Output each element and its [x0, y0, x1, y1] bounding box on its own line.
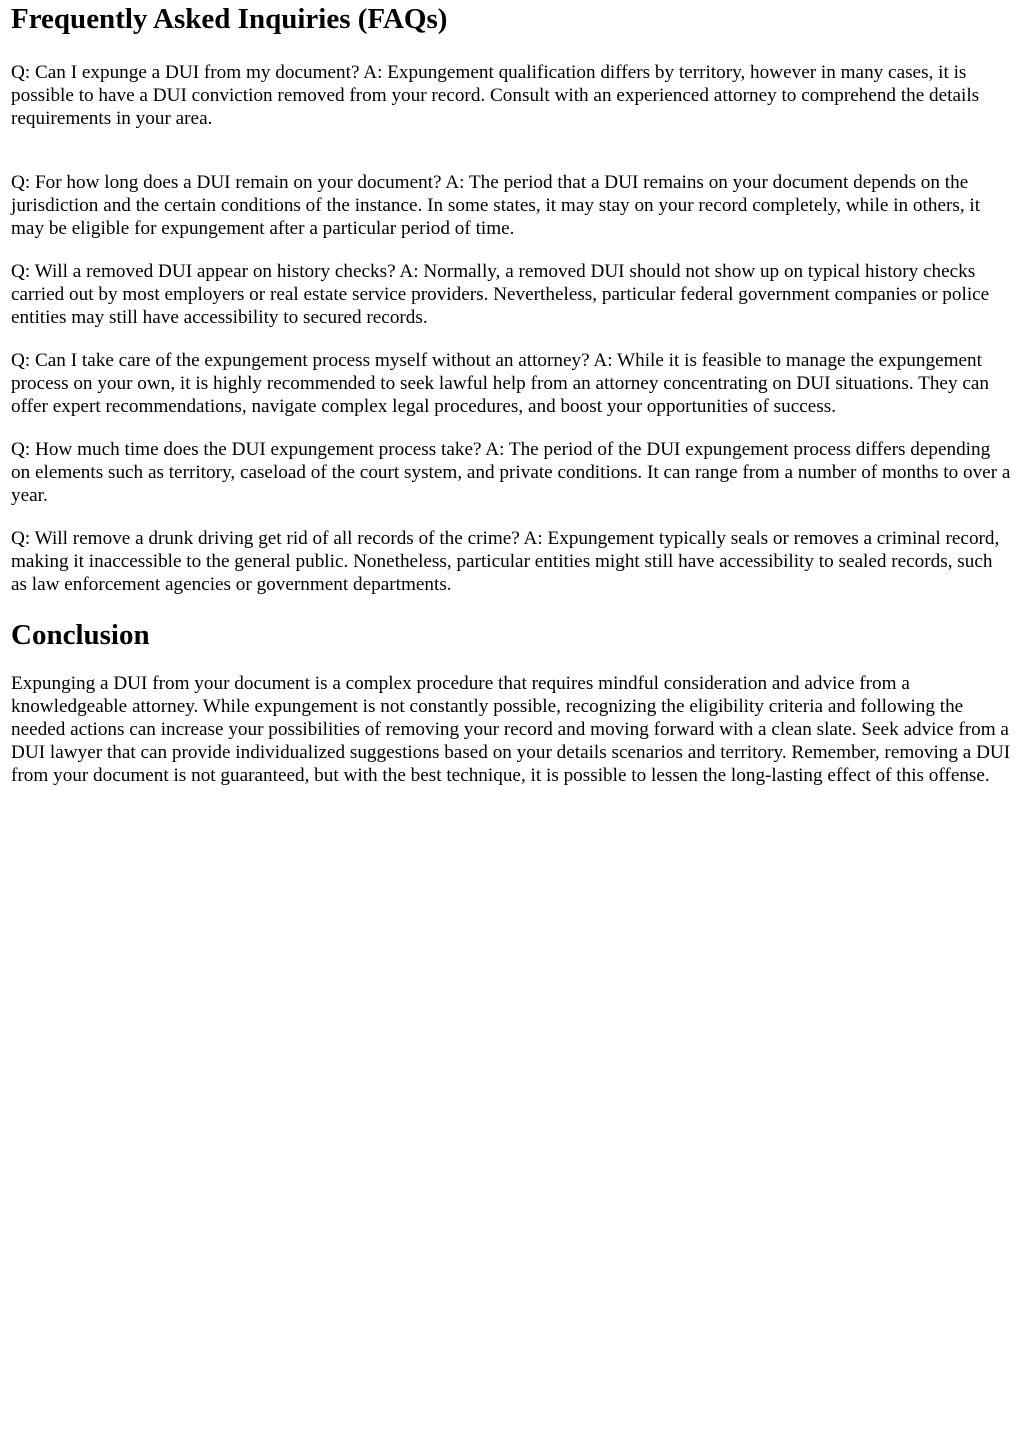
- faq-item: Q: How much time does the DUI expungement process take? A: The period of the DUI expungement process differs depending on elements such as territory, caseload of the court system, and private conditions. It can range from a number of months to over a year.: [11, 439, 1011, 506]
- faq-item: Q: For how long does a DUI remain on your document? A: The period that a DUI remains on your document depends on the jurisdiction and the certain conditions of the instance. In some states, it may stay on your record completely, while in others, it may be eligible for expungement after a particular period of time.: [11, 172, 981, 239]
- faq-item: Q: Will remove a drunk driving get rid of all records of the crime? A: Expungement typically seals or removes a criminal record, making it inaccessible to the general public. Nonetheless, particular entities might still have accessibility to sealed records, such as law enforcement agencies or government departments.: [11, 528, 1000, 595]
- faq-item: Q: Will a removed DUI appear on history checks? A: Normally, a removed DUI should not show up on typical history checks carried out by most employers or real estate service providers. Nevertheless, particular federal government companies or police entities may still have accessibility to secured records.: [11, 261, 990, 328]
- faq-item: Q: Can I expunge a DUI from my document? A: Expungement qualification differs by territory, however in many cases, it is possible to have a DUI conviction removed from your record. Consult with an experienced attorney to comprehend the details requirements in your area.: [11, 62, 980, 129]
- conclusion-paragraph: Expunging a DUI from your document is a complex procedure that requires mindful consideration and advice from a knowledgeable attorney. While expungement is not constantly possible, recognizing the eligibility criteria and following the needed actions can increase your possibilities of removing your record and moving forward with a clean slate. Seek advice from a DUI lawyer that can provide individualized suggestions based on your details scenarios and territory. Remember, removing a DUI from your document is not guaranteed, but with the best technique, it is possible to lessen the long-lasting effect of this offense.: [11, 673, 1011, 786]
- faq-item: Q: Can I take care of the expungement process myself without an attorney? A: While it is feasible to manage the expungement process on your own, it is highly recommended to seek lawful help from an attorney concentrating on DUI situations. They can offer expert recommendations, navigate complex legal procedures, and boost your opportunities of success.: [11, 350, 989, 417]
- conclusion-heading: Conclusion: [11, 619, 150, 651]
- faq-heading: Frequently Asked Inquiries (FAQs): [11, 3, 448, 35]
